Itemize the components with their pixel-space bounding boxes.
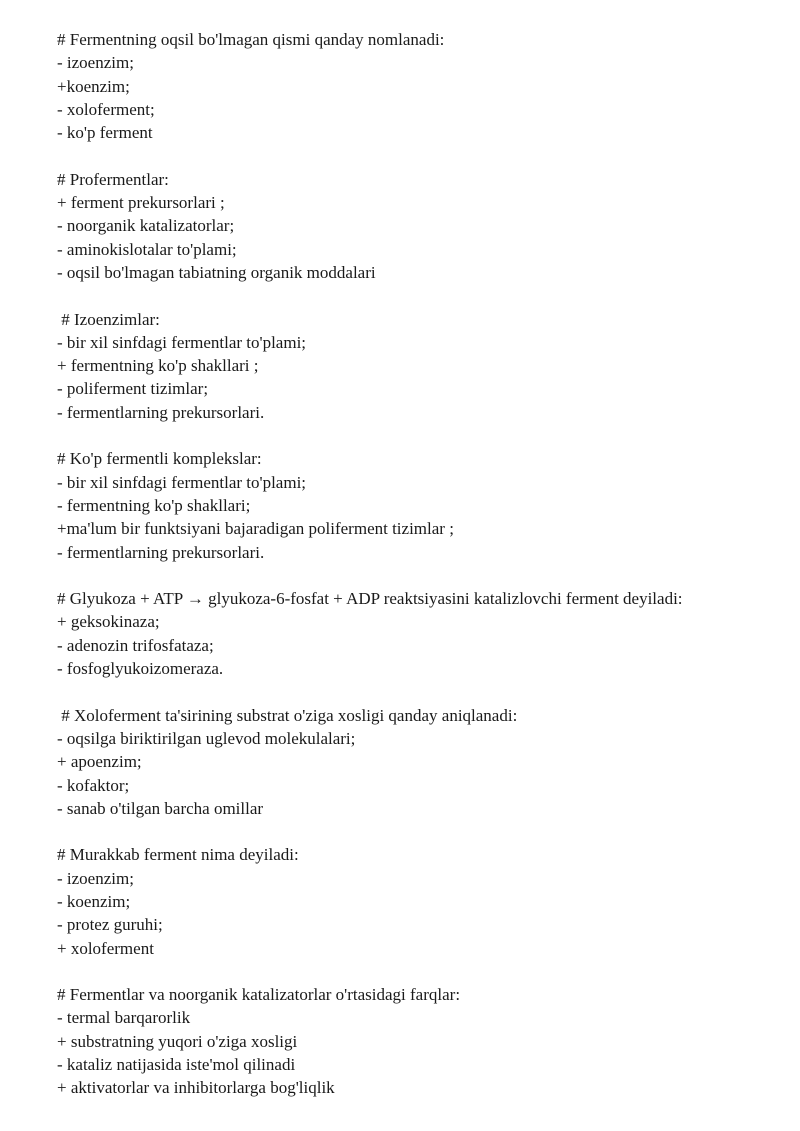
answer-option: + apoenzim; bbox=[57, 752, 142, 772]
question-block bbox=[57, 447, 787, 563]
answer-option: - termal barqarorlik bbox=[57, 1008, 191, 1028]
document-page bbox=[57, 28, 787, 1123]
question-block bbox=[57, 587, 787, 680]
answer-option: - fermentning ko'p shakllari; bbox=[57, 495, 251, 515]
answer-option: - fermentlarning prekursorlari. bbox=[57, 402, 265, 422]
answer-option: - izoenzim; bbox=[57, 53, 134, 73]
answer-option: - aminokislotalar to'plami; bbox=[57, 239, 237, 259]
answer-option: - oqsil bo'lmagan tabiatning organik moddalari bbox=[57, 262, 376, 282]
answer-option: + aktivatorlar va inhibitorlarga bog'liqlik bbox=[57, 1078, 335, 1098]
question-text: # Murakkab ferment nima deyiladi: bbox=[57, 845, 299, 865]
question-block bbox=[57, 704, 787, 820]
answer-option: - fermentlarning prekursorlari. bbox=[57, 542, 265, 562]
answer-option: - kataliz natijasida iste'mol qilinadi bbox=[57, 1055, 296, 1075]
answer-option: - poliferment tizimlar; bbox=[57, 379, 209, 399]
answer-option: +koenzim; bbox=[57, 76, 130, 96]
answer-option: - xoloferment; bbox=[57, 99, 155, 119]
answer-option: + ferment prekursorlari ; bbox=[57, 193, 225, 213]
question-text: # Izoenzimlar: bbox=[57, 309, 160, 329]
answer-option: + fermentning ko'p shakllari ; bbox=[57, 356, 259, 376]
answer-option: - koenzim; bbox=[57, 891, 131, 911]
question-text: # Fermentlar va noorganik katalizatorlar o'rtasidagi farqlar: bbox=[57, 985, 461, 1005]
question-text: # Xoloferment ta'sirining substrat o'ziga xosligi qanday aniqlanadi: bbox=[57, 705, 518, 725]
question-text: # Ko'p fermentli komplekslar: bbox=[57, 449, 262, 469]
answer-option: +ma'lum bir funktsiyani bajaradigan poliferment tizimlar ; bbox=[57, 519, 454, 539]
question-block bbox=[57, 28, 787, 144]
answer-option: - oqsilga biriktirilgan uglevod molekulalari; bbox=[57, 728, 356, 748]
answer-option: - ko'p ferment bbox=[57, 123, 153, 143]
answer-option: - adenozin trifosfataza; bbox=[57, 635, 214, 655]
question-text: # Profermentlar: bbox=[57, 169, 169, 189]
answer-option: - fosfoglyukoizomeraza. bbox=[57, 659, 224, 679]
question-block bbox=[57, 168, 787, 284]
answer-option: + substratning yuqori o'ziga xosligi bbox=[57, 1031, 298, 1051]
question-block bbox=[57, 308, 787, 424]
answer-option: - bir xil sinfdagi fermentlar to'plami; bbox=[57, 332, 307, 352]
answer-option: + geksokinaza; bbox=[57, 612, 160, 632]
answer-option: - izoenzim; bbox=[57, 868, 134, 888]
question-block bbox=[57, 843, 787, 959]
question-block bbox=[57, 983, 787, 1099]
question-text: # Glyukoza + ATP → glyukoza-6-fosfat + ADP reaktsiyasini katalizlovchi ferment deyiladi: bbox=[57, 589, 683, 609]
answer-option: - noorganik katalizatorlar; bbox=[57, 216, 235, 236]
answer-option: - protez guruhi; bbox=[57, 915, 163, 935]
answer-option: - sanab o'tilgan barcha omillar bbox=[57, 798, 264, 818]
answer-option: - bir xil sinfdagi fermentlar to'plami; bbox=[57, 472, 307, 492]
answer-option: + xoloferment bbox=[57, 938, 154, 958]
answer-option: - kofaktor; bbox=[57, 775, 130, 795]
question-text: # Fermentning oqsil bo'lmagan qismi qanday nomlanadi: bbox=[57, 30, 445, 49]
